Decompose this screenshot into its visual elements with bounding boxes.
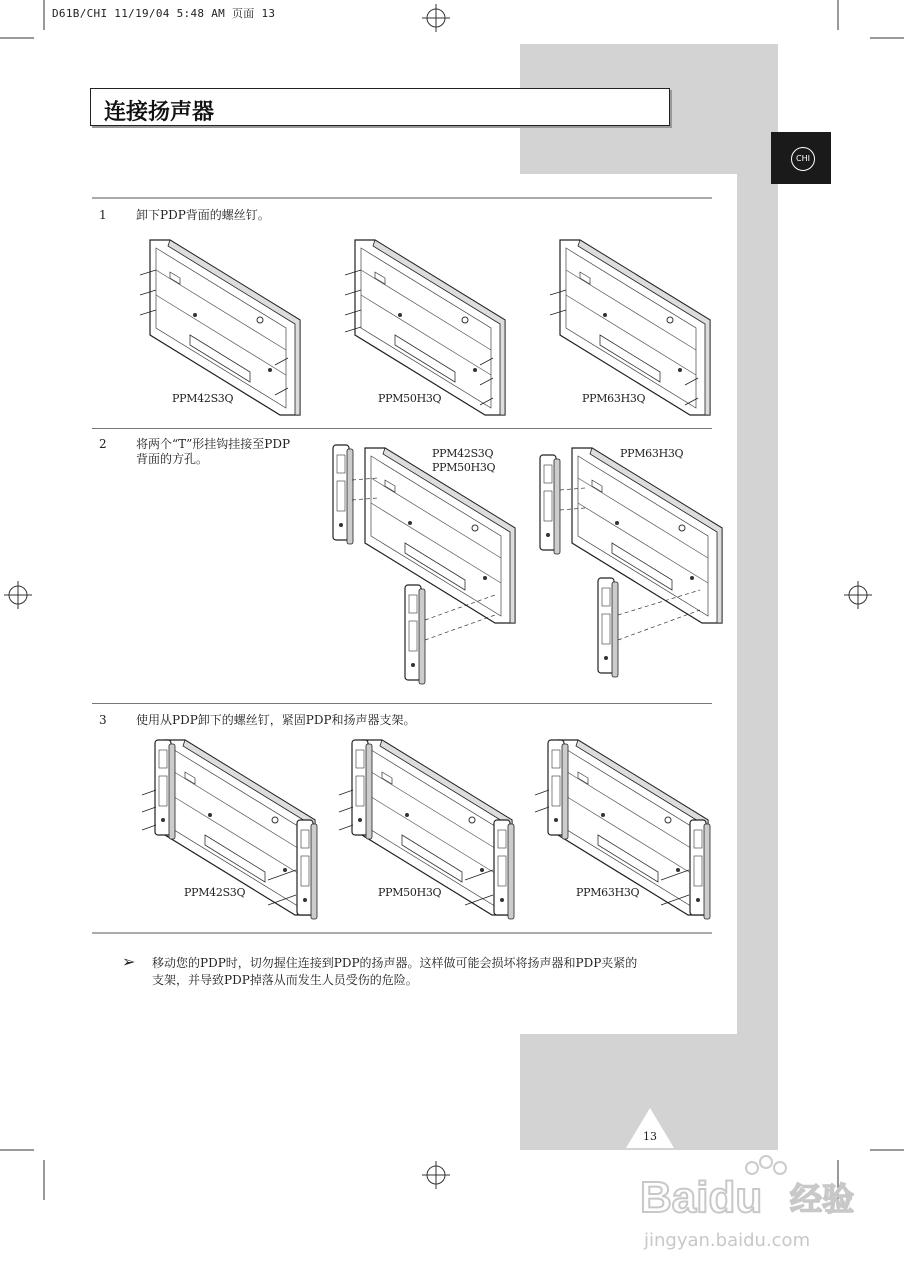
watermark-brand: Baidu (640, 1173, 763, 1222)
step-2-model-b: PPM63H3Q (620, 447, 684, 460)
language-tab-label: CHI (791, 147, 815, 171)
step-2-text-line1: 将两个“T”形挂钩挂接至PDP (136, 437, 291, 451)
step-1-model-b: PPM50H3Q (378, 392, 442, 405)
step-1-text: 卸下PDP背面的螺丝钉。 (136, 208, 270, 222)
watermark-url: jingyan.baidu.com (644, 1230, 811, 1251)
note-arrow-icon: ➢ (122, 952, 136, 971)
print-header: D61B/CHI 11/19/04 5:48 AM 页面 13 (52, 7, 276, 20)
page-number: 13 (643, 1130, 657, 1143)
safety-note-line2: 支架，并导致PDP掉落从而发生人员受伤的危险。 (152, 973, 418, 987)
baidu-watermark-logo (640, 1150, 870, 1260)
step-2-model-a-line2: PPM50H3Q (432, 461, 496, 474)
step-3-model-c: PPM63H3Q (576, 886, 640, 899)
step-3-number: 3 (99, 713, 107, 727)
step-2-number: 2 (99, 437, 107, 451)
safety-note-line1: 移动您的PDP时，切勿握住连接到PDP的扬声器。这样做可能会损坏将扬声器和PDP夹紧的 (152, 956, 638, 970)
step-2-model-a-line1: PPM42S3Q (432, 447, 494, 460)
step-2-text-line2: 背面的方孔。 (136, 452, 209, 466)
safety-note (152, 955, 712, 989)
step-1-model-c: PPM63H3Q (582, 392, 646, 405)
step-3-model-b: PPM50H3Q (378, 886, 442, 899)
step-3-model-a: PPM42S3Q (184, 886, 246, 899)
step-1-model-a: PPM42S3Q (172, 392, 234, 405)
watermark-brand-cn: 经验 (790, 1180, 855, 1218)
step-3-text: 使用从PDP卸下的螺丝钉，紧固PDP和扬声器支架。 (136, 713, 416, 727)
step-1-number: 1 (99, 208, 107, 222)
page-title: 连接扬声器 (104, 100, 215, 125)
